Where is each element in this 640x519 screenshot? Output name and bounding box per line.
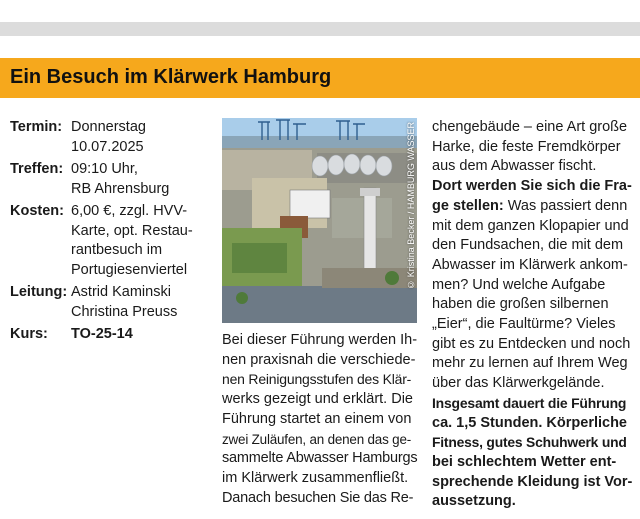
text-line-bold: sprechende Kleidung ist Vor-: [432, 473, 633, 490]
kosten-line: Portugiesenviertel: [71, 261, 188, 278]
kosten-line: Karte, opt. Restau-: [71, 222, 193, 239]
text-line: nen praxisnah die verschiede-: [222, 351, 416, 368]
text-line: mit dem ganzen Klopapier und: [432, 217, 629, 234]
text-line: Führung startet an einem von: [222, 410, 412, 427]
kosten-line: 6,00 €, zzgl. HVV-: [71, 203, 188, 219]
text-line-bold: Insgesamt dauert die Führung: [432, 394, 627, 411]
text-line: den Fundsachen, die mit dem: [432, 237, 624, 254]
text-line: sammelte Abwasser Hamburgs: [222, 450, 418, 467]
text-line: Harke, die feste Fremdkörper: [432, 138, 621, 155]
text-line: gibt es zu Entdecken und noch: [432, 335, 631, 352]
treffen-label: Treffen:: [10, 161, 64, 177]
text-line: haben die großen silbernen: [432, 296, 609, 313]
text-line: „Eier“, die Faultürme? Vieles: [432, 316, 616, 333]
text-line: nen Reinigungsstufen des Klär-: [222, 371, 412, 388]
treffen-line: 09:10 Uhr,: [71, 161, 138, 177]
text-column-2: [222, 331, 417, 508]
kurs-code: TO-25-14: [71, 326, 133, 342]
event-info: [10, 118, 210, 348]
text-line: Danach besuchen Sie das Re-: [222, 489, 414, 506]
kosten-line: rantbesuch im: [71, 242, 163, 258]
text-line-bold: aussetzung.: [432, 493, 516, 510]
text-line-bold: Dort werden Sie sich die Fra-: [432, 178, 632, 195]
page-title: Ein Besuch im Klärwerk Hamburg: [10, 66, 332, 88]
text-line: zwei Zuläufen, an denen das ge-: [222, 431, 412, 447]
leitung-line: Christina Preuss: [71, 303, 178, 320]
leitung-label: Leitung:: [10, 284, 68, 300]
kurs-value: [71, 325, 210, 345]
leitung-value: [71, 283, 210, 322]
info-row-kosten: [10, 202, 210, 280]
kosten-label: Kosten:: [10, 203, 64, 219]
text-line: men? Und welche Aufgabe: [432, 276, 606, 293]
aerial-illustration: [222, 118, 417, 323]
treffen-value: [71, 160, 210, 199]
text-line-bold: ge stellen:: [432, 197, 504, 214]
klaerwerk-photo: [222, 118, 417, 323]
text-line: mehr zu lernen auf Ihrem Weg: [432, 355, 628, 372]
info-row-leitung: [10, 283, 210, 322]
text-line-bold: Fitness, gutes Schuhwerk und: [432, 434, 627, 451]
text-line: im Klärwerk zusammenfließt.: [222, 469, 409, 486]
text-line: Abwasser im Klärwerk ankom-: [432, 256, 628, 273]
text-line: aus dem Abwasser fischt.: [432, 158, 597, 175]
info-row-treffen: [10, 160, 210, 199]
termin-line: 10.07.2025: [71, 138, 144, 155]
text-line-bold: bei schlechtem Wetter ent-: [432, 453, 617, 470]
termin-label: Termin:: [10, 119, 63, 135]
text-line: über das Klärwerkgelände.: [432, 375, 605, 392]
info-row-termin: [10, 118, 210, 157]
leitung-line: Astrid Kaminski: [71, 284, 171, 300]
title-banner: [0, 58, 640, 98]
text-line: werks gezeigt und erklärt. Die: [222, 391, 413, 408]
photo-credit: © Kristina Becker / HAMBURG WASSER: [406, 122, 416, 290]
termin-value: [71, 118, 210, 157]
text-line: chengebäude – eine Art große: [432, 119, 628, 135]
text-line-bold: ca. 1,5 Stunden. Körperliche: [432, 414, 627, 431]
termin-line: Donnerstag: [71, 119, 146, 135]
top-divider-bar: [0, 22, 640, 36]
text-line: Was passiert denn: [503, 197, 628, 214]
kosten-value: [71, 202, 210, 280]
kurs-label: Kurs:: [10, 326, 48, 342]
text-column-3: [432, 118, 632, 512]
text-line: Bei dieser Führung werden Ih-: [222, 332, 418, 348]
text-line-mixed: [432, 197, 632, 217]
treffen-line: RB Ahrensburg: [71, 180, 170, 197]
info-row-kurs: [10, 325, 210, 345]
